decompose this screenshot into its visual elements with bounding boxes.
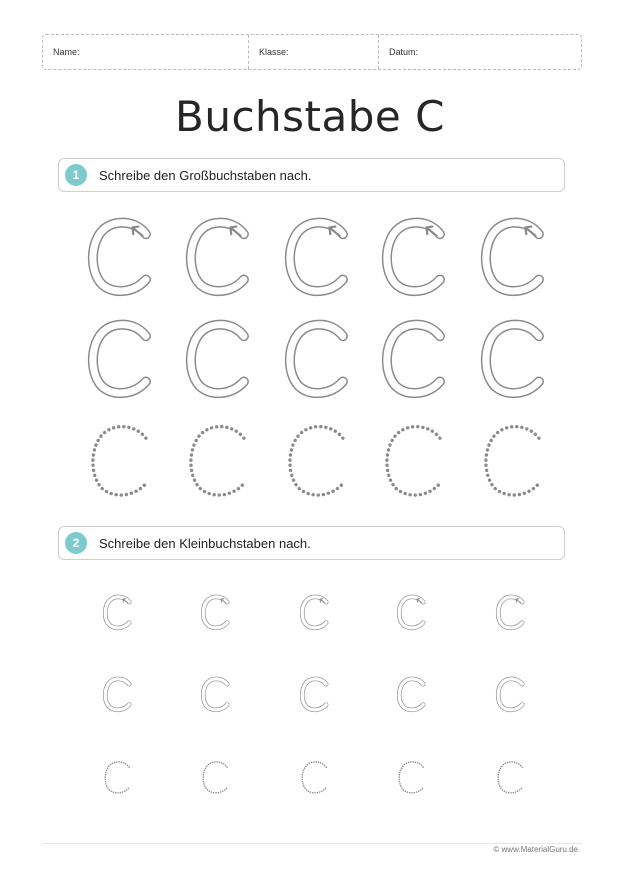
date-field[interactable]	[378, 35, 581, 69]
uppercase-c-dotted-glyph	[274, 418, 358, 502]
lowercase-c-dotted-glyph	[491, 758, 529, 796]
lowercase-c-outline-glyph	[98, 675, 136, 713]
date-label: Datum:	[389, 47, 419, 57]
task-2-number-badge: 2	[65, 532, 87, 554]
uppercase-c-outline-with-arrow-glyph	[470, 214, 554, 298]
name-label: Name:	[53, 47, 80, 57]
lowercase-c-outline-glyph	[196, 675, 234, 713]
uppercase-c-outline-glyph	[470, 316, 554, 400]
uppercase-c-dotted-glyph	[371, 418, 455, 502]
class-label: Klasse:	[259, 47, 289, 57]
task-2-banner	[58, 526, 565, 560]
task-1-number-badge: 1	[65, 164, 87, 186]
task-1-instruction: Schreibe den Großbuchstaben nach.	[99, 168, 312, 183]
student-info-header	[42, 34, 582, 70]
lowercase-c-dotted-glyph	[392, 758, 430, 796]
lowercase-c-outline-glyph	[295, 675, 333, 713]
lowercase-c-dotted-glyph	[196, 758, 234, 796]
task-2-instruction: Schreibe den Kleinbuchstaben nach.	[99, 536, 311, 551]
uppercase-c-outline-glyph	[371, 316, 455, 400]
uppercase-c-dotted-glyph	[175, 418, 259, 502]
uppercase-c-outline-with-arrow-glyph	[274, 214, 358, 298]
uppercase-c-dotted-glyph	[77, 418, 161, 502]
lowercase-c-outline-glyph	[392, 675, 430, 713]
lowercase-c-outline-with-arrow-glyph	[98, 593, 136, 631]
lowercase-c-outline-with-arrow-glyph	[196, 593, 234, 631]
name-field[interactable]	[43, 35, 248, 69]
uppercase-c-outline-glyph	[175, 316, 259, 400]
lowercase-c-dotted-glyph	[98, 758, 136, 796]
uppercase-c-outline-glyph	[274, 316, 358, 400]
lowercase-c-outline-with-arrow-glyph	[491, 593, 529, 631]
uppercase-c-outline-with-arrow-glyph	[77, 214, 161, 298]
lowercase-c-outline-with-arrow-glyph	[392, 593, 430, 631]
task-1-banner	[58, 158, 565, 192]
page-title: Buchstabe C	[175, 92, 445, 141]
class-field[interactable]	[248, 35, 378, 69]
lowercase-c-outline-with-arrow-glyph	[295, 593, 333, 631]
lowercase-c-dotted-glyph	[295, 758, 333, 796]
uppercase-c-outline-glyph	[77, 316, 161, 400]
footer-divider	[42, 843, 582, 844]
uppercase-c-outline-with-arrow-glyph	[175, 214, 259, 298]
lowercase-c-outline-glyph	[491, 675, 529, 713]
copyright-footer: © www.MaterialGuru.de	[493, 845, 578, 854]
uppercase-c-outline-with-arrow-glyph	[371, 214, 455, 298]
uppercase-c-dotted-glyph	[470, 418, 554, 502]
